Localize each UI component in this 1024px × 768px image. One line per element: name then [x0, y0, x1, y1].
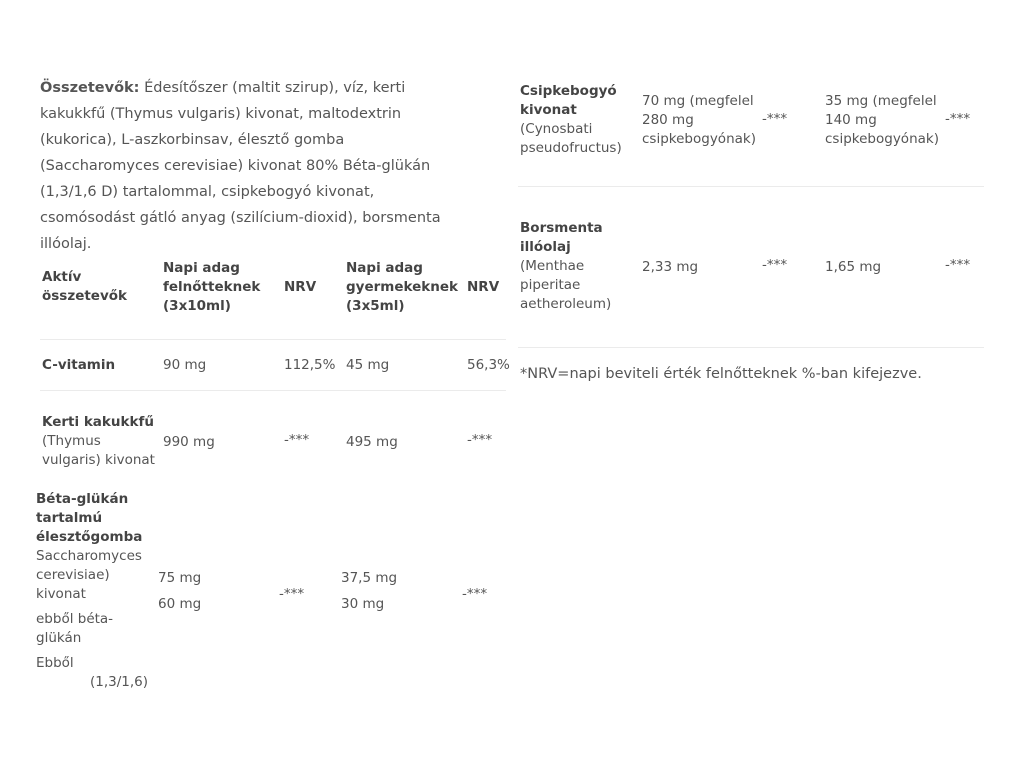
row-name: Béta-glükán tartalmú élesztőgomba	[36, 491, 143, 545]
row-adult-dose: 2,33 mg	[642, 259, 699, 275]
row-adult-dose: 90 mg	[163, 357, 207, 373]
row-subtitle: (Menthae piperitae aetheroleum)	[520, 258, 612, 312]
row-subtitle: (Thymus vulgaris) kivonat	[42, 433, 155, 468]
table-row-peppermint	[520, 219, 620, 314]
ingredients-text: Édesítőszer (maltit szirup), víz, kerti kakukkfű (Thymus vulgaris) kivonat, maltodextrin (kukorica), L-aszkorbinsav, élesztő gomba (Saccharomyces cerevisiae) kivonat 80% Béta-glükán (1,3/1,6 D) tartalommal, csipkebogyó kivonat, csomósodást gátló anyag (szilícium-dioxid), borsmenta illóolaj.	[40, 80, 441, 252]
header-nrv-child: NRV	[467, 279, 500, 295]
row-nrv-child: -***	[945, 111, 971, 127]
row-subtitle-3: Ebből	[36, 655, 74, 671]
row-nrv-child: 56,3%	[467, 357, 510, 373]
table-row-rosehip	[520, 82, 630, 158]
row-child-dose: 1,65 mg	[825, 259, 882, 275]
row-nrv-adult: 112,5%	[284, 357, 336, 373]
ingredients-label: Összetevők:	[40, 80, 140, 96]
header-active-ingredients: Aktív összetevők	[42, 269, 128, 304]
row-nrv-child: -***	[462, 586, 488, 602]
row-subtitle: Saccharomyces cerevisiae) kivonat	[36, 548, 142, 602]
row-nrv-adult: -***	[279, 586, 305, 602]
row-child-dose-2: 30 mg	[341, 596, 385, 612]
nrv-footnote: *NRV=napi beviteli érték felnőtteknek %-ban kifejezve.	[520, 366, 922, 382]
row-child-dose: 495 mg	[346, 434, 398, 450]
row-nrv-adult: -***	[284, 432, 310, 448]
row-adult-dose: 75 mg	[158, 570, 202, 586]
row-name: C-vitamin	[42, 357, 116, 373]
row-nrv-adult: -***	[762, 111, 788, 127]
row-divider	[518, 347, 984, 348]
row-name: Csipkebogyó kivonat	[520, 83, 617, 118]
row-subtitle-4: (1,3/1,6)	[90, 674, 149, 690]
row-subtitle-2: ebből béta-glükán	[36, 611, 114, 646]
row-name: Kerti kakukkfű	[42, 414, 154, 430]
row-child-dose: 45 mg	[346, 357, 390, 373]
row-nrv-adult: -***	[762, 257, 788, 273]
row-nrv-child: -***	[945, 257, 971, 273]
row-nrv-child: -***	[467, 432, 493, 448]
header-child-dose: Napi adag gyermekeknek (3x5ml)	[346, 260, 458, 314]
header-nrv-adult: NRV	[284, 279, 317, 295]
row-adult-dose-2: 60 mg	[158, 596, 202, 612]
row-child-dose: 37,5 mg	[341, 570, 398, 586]
row-child-dose: 35 mg (megfelel 140 mg csipkebogyónak)	[825, 93, 939, 147]
row-adult-dose: 990 mg	[163, 434, 215, 450]
header-adult-dose: Napi adag felnőtteknek (3x10ml)	[163, 260, 261, 314]
row-divider	[518, 186, 984, 187]
row-subtitle: (Cynosbati pseudofructus)	[520, 121, 622, 156]
row-name: Borsmenta illóolaj	[520, 220, 603, 255]
row-adult-dose: 70 mg (megfelel 280 mg csipkebogyónak)	[642, 93, 756, 147]
